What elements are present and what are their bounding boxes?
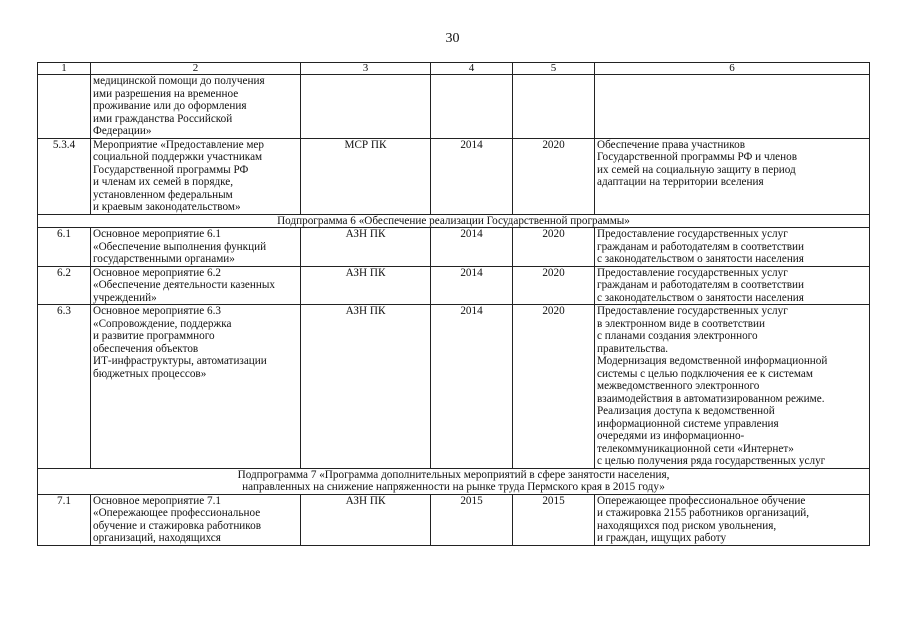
item-description: Основное мероприятие 6.2 «Обеспечение деятельности казенных учреждений» [91,266,301,305]
item-number: 5.3.4 [38,138,91,214]
item-number: 6.3 [38,305,91,469]
item-description: Основное мероприятие 7.1 «Опережающее профессиональное обучение и стажировка работников организаций, находящихся [91,494,301,545]
subprogram-title: Подпрограмма 7 «Программа дополнительных мероприятий в сфере занятости населения, направленных на снижение напряженности на рынке труда Пермского края в 2015 году» [38,468,870,494]
table-body [38,75,870,546]
item-description: медицинской помощи до получения ими разрешения на временное проживание или до оформления ими гражданства Российской Федерации» [91,75,301,139]
item-description: Основное мероприятие 6.1 «Обеспечение выполнения функций государственными органами» [91,228,301,267]
header-row [38,63,870,75]
column-header: 4 [431,63,513,75]
subprogram-row [38,468,870,494]
item-executor: АЗН ПК [301,305,431,469]
item-executor: АЗН ПК [301,266,431,305]
program-table [37,62,870,546]
item-end-year: 2020 [513,266,595,305]
item-end-year: 2020 [513,228,595,267]
subprogram-title: Подпрограмма 6 «Обеспечение реализации Государственной программы» [38,214,870,228]
page-number: 30 [445,31,460,46]
item-result: Опережающее профессиональное обучение и стажировка 2155 работников организаций, находящихся под риском увольнения, и граждан, ищущих работу [595,494,870,545]
item-start-year: 2015 [431,494,513,545]
item-executor: АЗН ПК [301,494,431,545]
item-end-year [513,75,595,139]
item-start-year: 2014 [431,266,513,305]
table-row [38,228,870,267]
table-row [38,494,870,545]
item-number: 7.1 [38,494,91,545]
item-number: 6.2 [38,266,91,305]
item-start-year [431,75,513,139]
column-header: 3 [301,63,431,75]
column-header: 1 [38,63,91,75]
item-executor: МСР ПК [301,138,431,214]
item-result [595,75,870,139]
item-number: 6.1 [38,228,91,267]
table-row [38,75,870,139]
column-header: 6 [595,63,870,75]
item-end-year: 2020 [513,138,595,214]
column-header: 5 [513,63,595,75]
subprogram-row [38,214,870,228]
item-result: Обеспечение права участников Государственной программы РФ и членов их семей на социальную защиту в период адаптации на территории вселения [595,138,870,214]
item-start-year: 2014 [431,305,513,469]
item-executor [301,75,431,139]
item-executor: АЗН ПК [301,228,431,267]
item-number [38,75,91,139]
item-start-year: 2014 [431,228,513,267]
item-description: Мероприятие «Предоставление мер социальной поддержки участникам Государственной программы РФ и членам их семей в порядке, установленном федеральным и краевым законодательством» [91,138,301,214]
item-end-year: 2020 [513,305,595,469]
column-header: 2 [91,63,301,75]
item-start-year: 2014 [431,138,513,214]
item-result: Предоставление государственных услуг гражданам и работодателям в соответствии с законодательством о занятости населения [595,228,870,267]
table-row [38,305,870,469]
item-description: Основное мероприятие 6.3 «Сопровождение, поддержка и развитие программного обеспечения объектов ИТ-инфраструктуры, автоматизации бюджетных процессов» [91,305,301,469]
table-row [38,266,870,305]
item-result: Предоставление государственных услуг гражданам и работодателям в соответствии с законодательством о занятости населения [595,266,870,305]
table-row [38,138,870,214]
item-result: Предоставление государственных услуг в электронном виде в соответствии с планами создания электронного правительства. Модернизация ведомственной информационной системы с целью подключения ее к системам межведомственного электронного взаимодействия в автоматизированном режиме. Реализация доступа к ведомственной информационной системе управления очередями из информационно- телекоммуникационной сети «Интернет» с целью получения ряда государственных услуг [595,305,870,469]
item-end-year: 2015 [513,494,595,545]
